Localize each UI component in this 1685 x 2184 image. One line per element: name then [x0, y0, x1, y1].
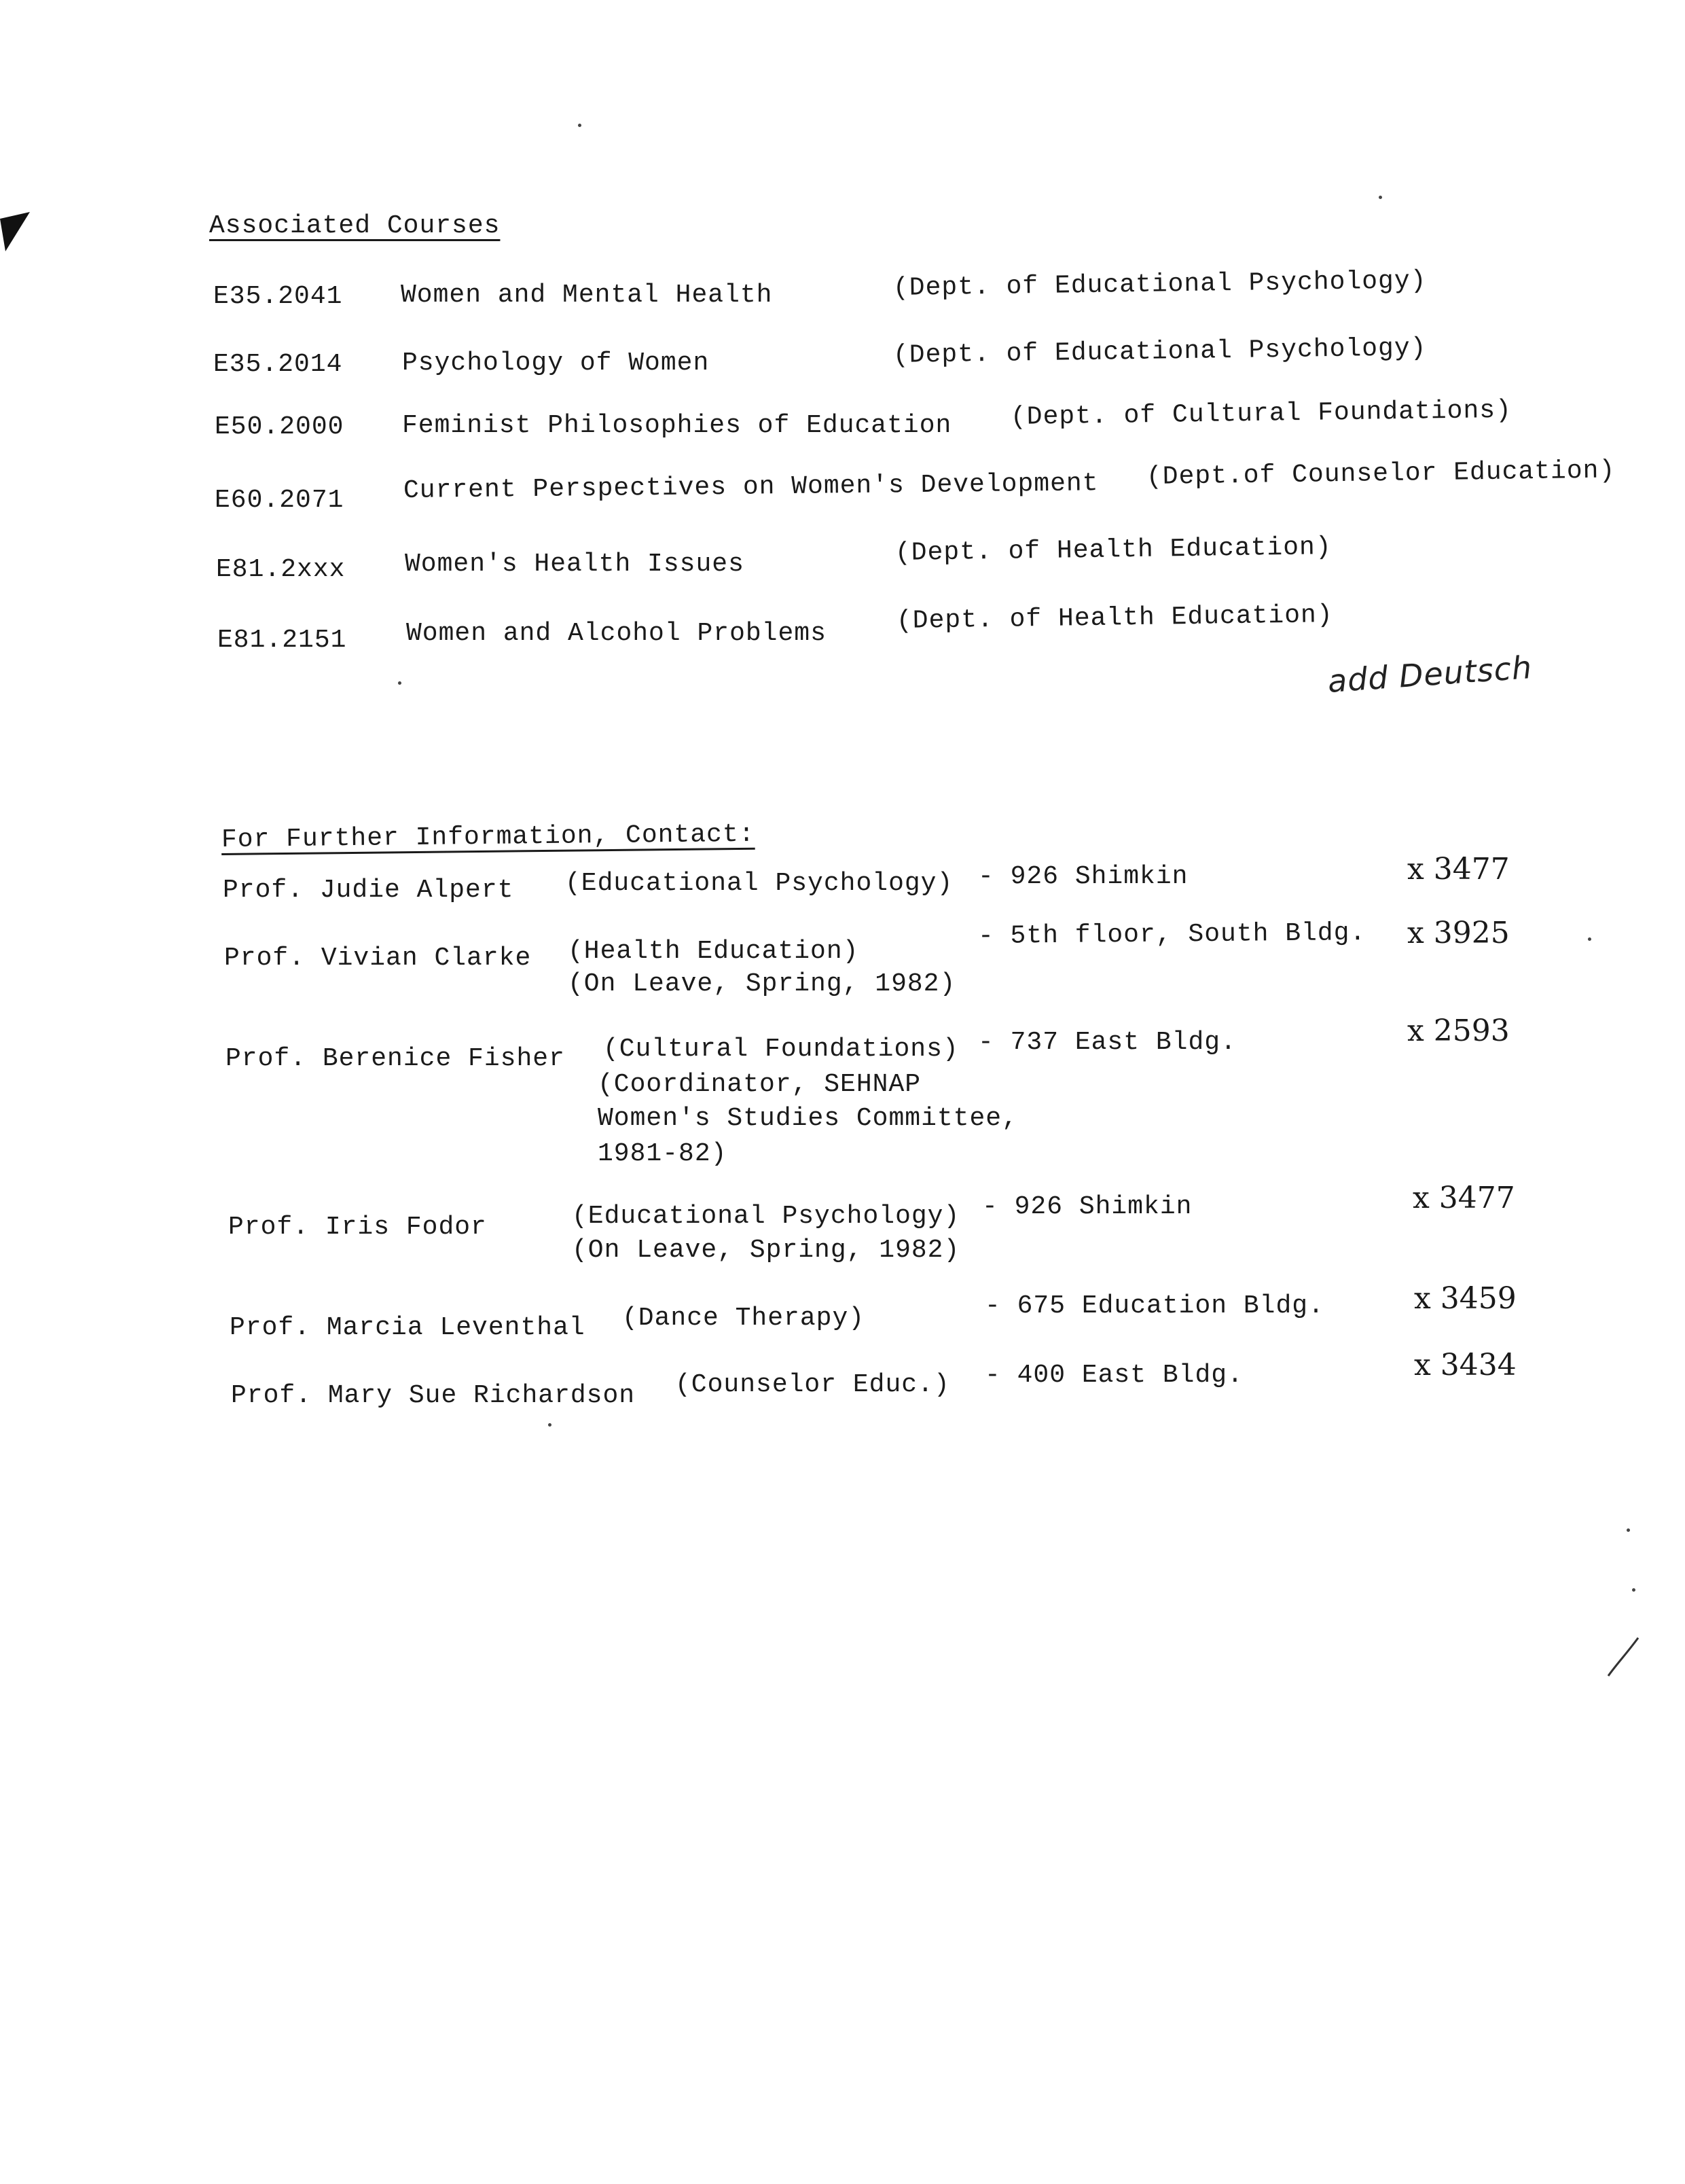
contact-dept: (Educational Psychology)	[565, 869, 954, 898]
contact-location: - 926 Shimkin	[978, 862, 1189, 891]
scan-speck	[398, 681, 401, 685]
course-dept: (Dept. of Educational Psychology)	[892, 266, 1427, 303]
course-title: Psychology of Women	[402, 348, 710, 378]
contact-location: - 400 East Bldg.	[985, 1361, 1244, 1390]
contact-name: Prof. Berenice Fisher	[225, 1044, 565, 1073]
contact-name: Prof. Marcia Leventhal	[230, 1313, 585, 1342]
courses-heading: Associated Courses	[209, 211, 501, 240]
contact-dept: (Educational Psychology)	[572, 1202, 960, 1231]
contact-note: Women's Studies Committee,	[598, 1104, 1018, 1133]
contact-location: - 5th floor, South Bldg.	[977, 918, 1366, 951]
contact-note: (On Leave, Spring, 1982)	[572, 1236, 960, 1265]
course-code: E50.2000	[215, 412, 344, 442]
scan-speck	[1588, 937, 1591, 941]
binding-edge-mark	[0, 211, 34, 258]
contact-dept: (Health Education)	[568, 937, 859, 966]
course-dept: (Dept. of Cultural Foundations)	[1010, 395, 1512, 432]
contact-location: - 737 East Bldg.	[978, 1028, 1237, 1057]
course-dept: (Dept. of Educational Psychology)	[892, 334, 1427, 370]
course-title: Current Perspectives on Women's Development	[403, 469, 1099, 505]
scan-speck	[578, 124, 581, 127]
course-code: E60.2071	[215, 486, 344, 515]
contact-dept: (Dance Therapy)	[622, 1304, 865, 1333]
course-title: Women and Mental Health	[401, 281, 773, 310]
scan-speck	[1379, 196, 1382, 199]
contact-extension: x 3434	[1414, 1348, 1517, 1382]
contact-name: Prof. Iris Fodor	[228, 1213, 487, 1242]
scan-speck	[1632, 1588, 1635, 1592]
contact-extension: x 3925	[1407, 916, 1510, 950]
contact-note: (On Leave, Spring, 1982)	[568, 969, 956, 999]
contact-location: - 675 Education Bldg.	[985, 1291, 1324, 1321]
contact-dept: (Counselor Educ.)	[675, 1370, 950, 1399]
course-code: E81.2151	[217, 626, 347, 655]
contact-extension: x 3459	[1414, 1281, 1517, 1316]
contact-name: Prof. Vivian Clarke	[224, 944, 532, 973]
course-title: Women and Alcohol Problems	[406, 619, 827, 648]
contact-extension: x 2593	[1407, 1014, 1510, 1048]
contact-location: - 926 Shimkin	[982, 1192, 1193, 1221]
course-code: E81.2xxx	[216, 555, 346, 584]
course-code: E35.2014	[213, 350, 343, 379]
course-title: Feminist Philosophies of Education	[402, 411, 952, 440]
scan-speck	[1627, 1528, 1630, 1532]
contact-extension: x 3477	[1413, 1181, 1515, 1215]
contacts-heading: For Further Information, Contact:	[221, 819, 755, 855]
scan-speck	[548, 1423, 551, 1427]
course-title: Women's Health Issues	[405, 550, 744, 579]
course-dept: (Dept. of Health Education)	[894, 533, 1332, 568]
contact-note: 1981-82)	[598, 1139, 727, 1168]
contact-note: (Coordinator, SEHNAP	[598, 1070, 922, 1099]
contact-extension: x 3477	[1407, 852, 1510, 887]
course-dept: (Dept.of Counselor Education)	[1146, 456, 1616, 492]
handwritten-note: add Deutsch	[1326, 649, 1534, 700]
course-code: E35.2041	[213, 282, 343, 311]
contact-name: Prof. Judie Alpert	[223, 876, 514, 905]
course-dept: (Dept. of Health Education)	[896, 601, 1333, 636]
contact-dept: (Cultural Foundations)	[603, 1035, 959, 1064]
contact-name: Prof. Mary Sue Richardson	[231, 1381, 636, 1410]
pen-stroke-mark	[1603, 1634, 1644, 1681]
